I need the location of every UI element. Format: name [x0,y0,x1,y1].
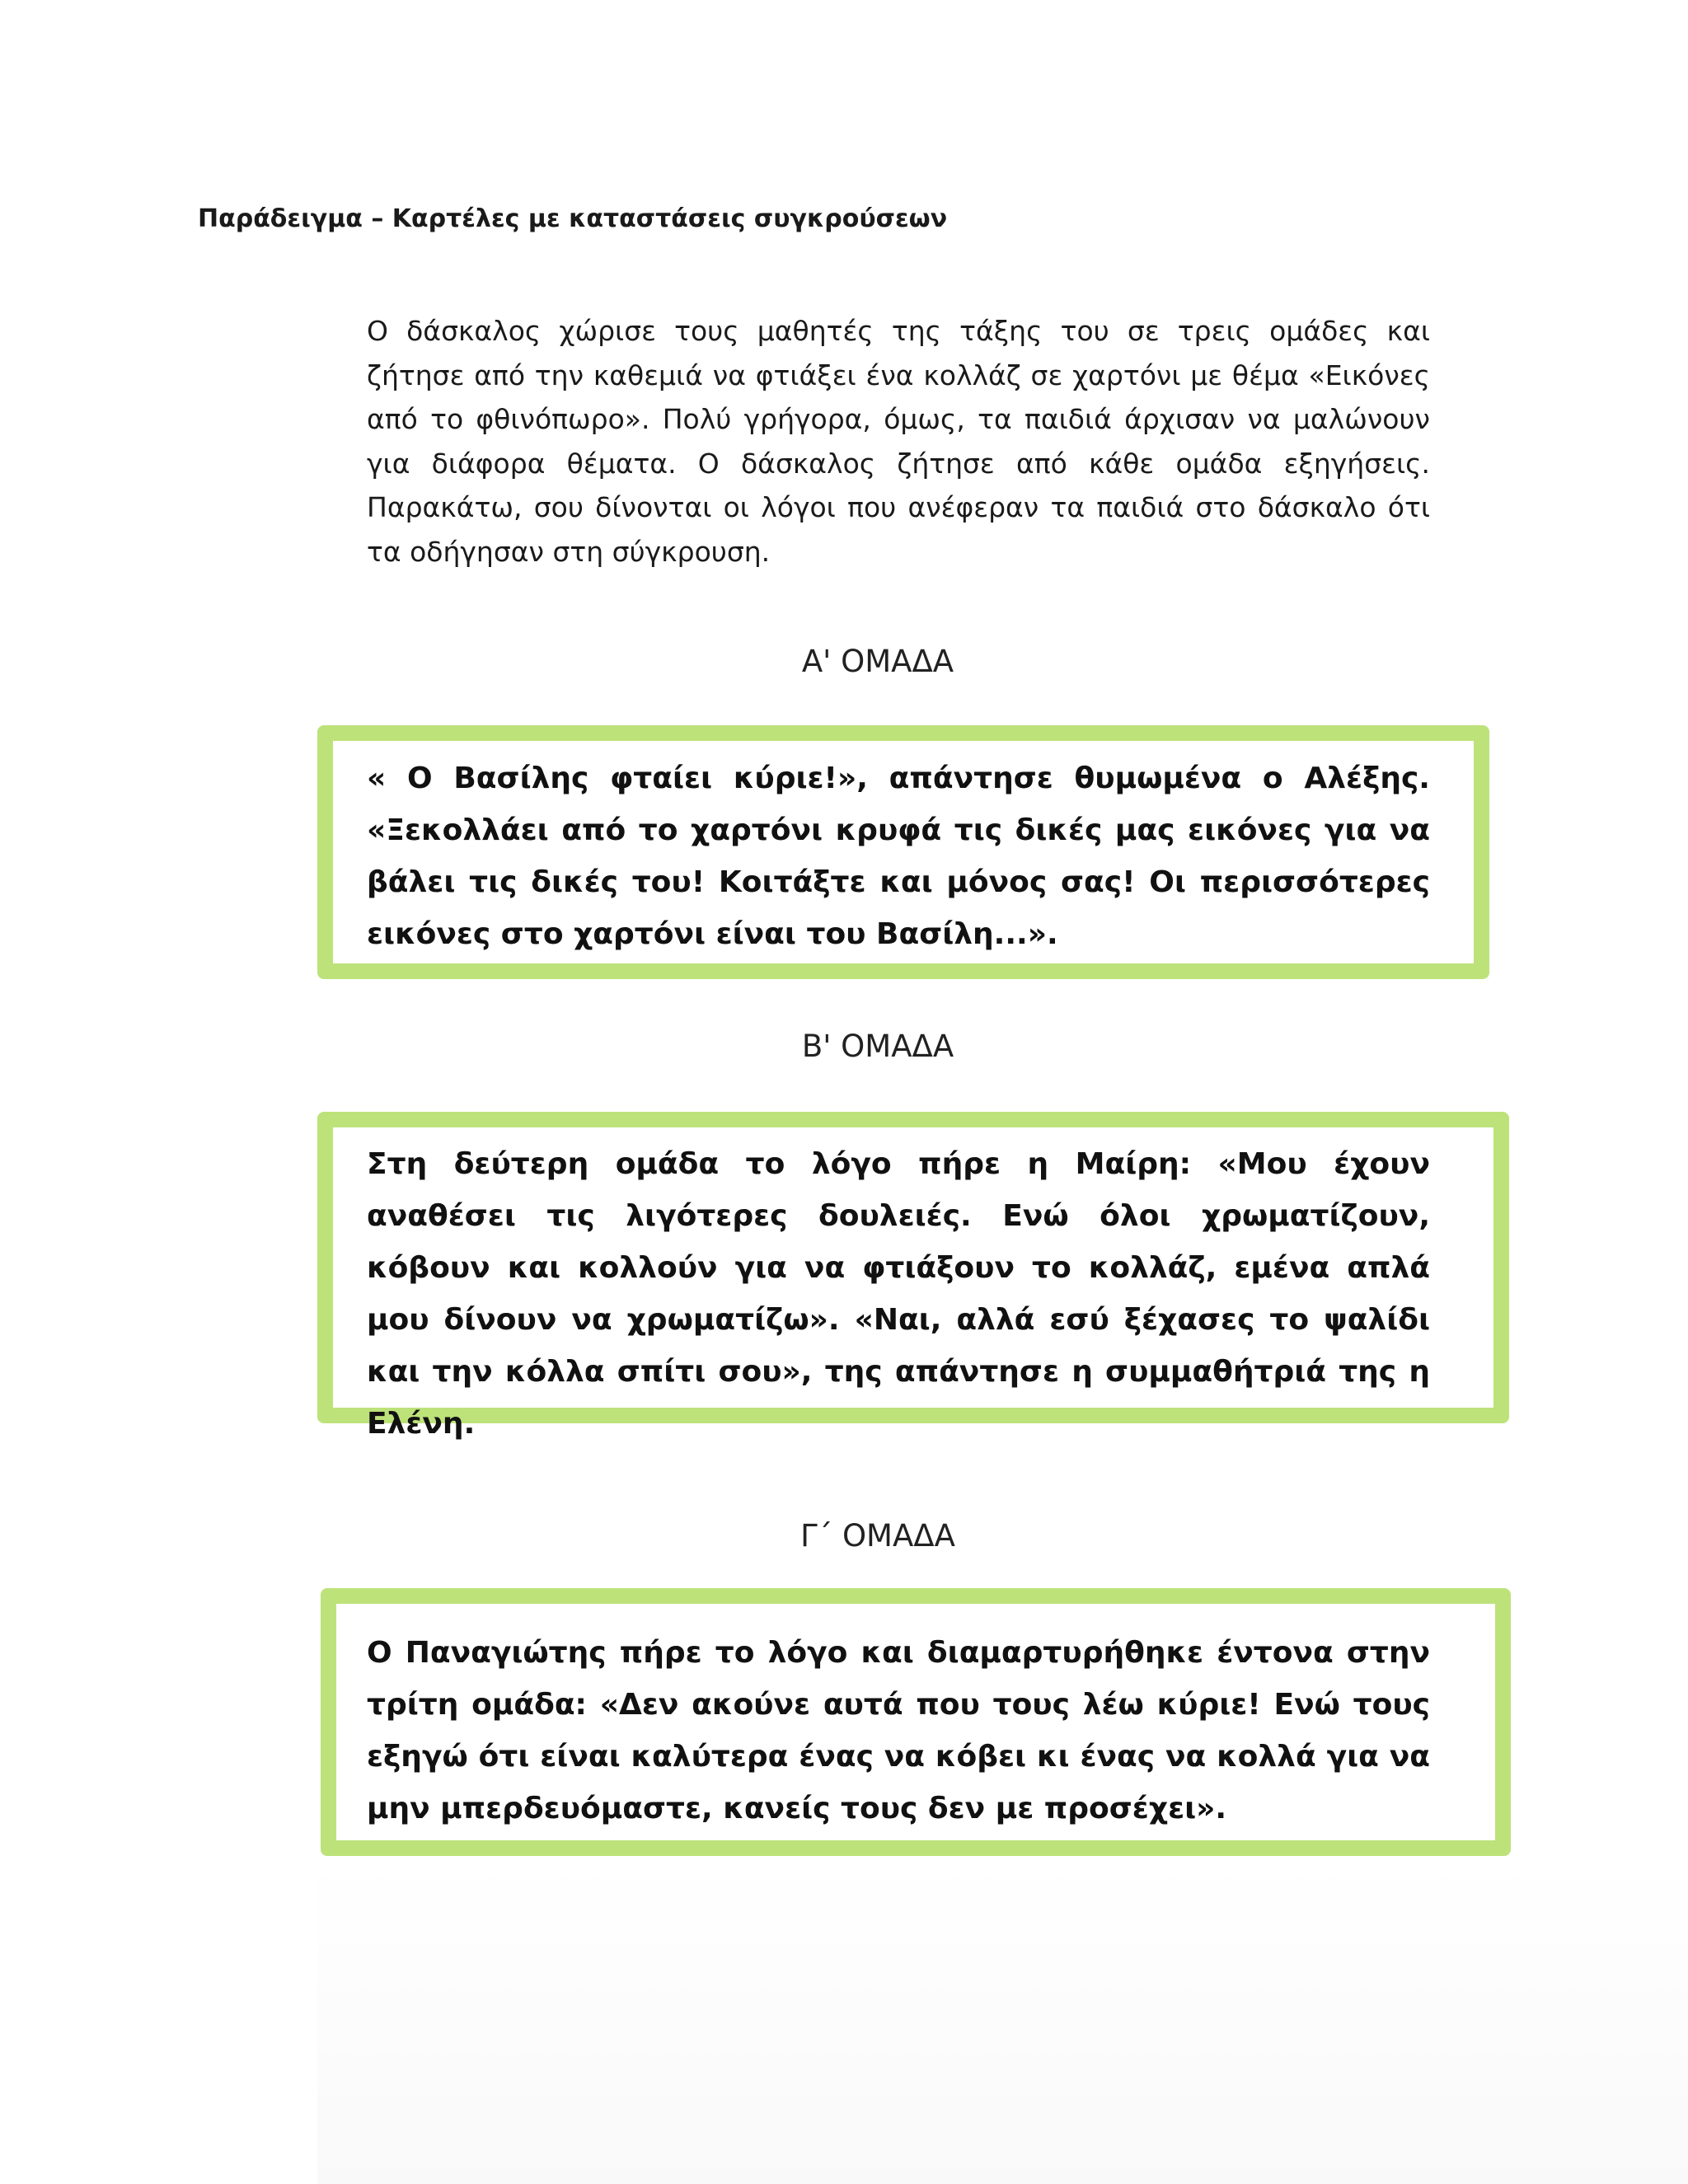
group-b-heading: Β' ΟΜΑΔΑ [801,1029,954,1064]
page-title: Παράδειγμα – Καρτέλες με καταστάσεις συγκρούσεων [198,204,948,233]
group-b-text: Στη δεύτερη ομάδα το λόγο πήρε η Μαίρη: «Μου έχουν αναθέσει τις λιγότερες δουλειές. Ενώ όλοι χρωματίζουν, κόβουν και κολλούν για να φτιάξουν το κολλάζ, εμένα απλά μου δίνουν να χρωματίζω». «Ναι, αλλά εσύ ξέχασες το ψαλίδι και την κόλλα σπίτι σου», της απάντησε η συμμαθήτριά της η Ελένη. [367,1147,1430,1441]
group-a-heading: Α' ΟΜΑΔΑ [801,644,954,679]
group-c-text: Ο Παναγιώτης πήρε το λόγο και διαμαρτυρήθηκε έντονα στην τρίτη ομάδα: «Δεν ακούνε αυτά που τους λέω κύριε! Ενώ τους εξηγώ ότι είναι καλύτερα ένας να κόβει κι ένας να κολλά για να μην μπερδευόμαστε, κανείς τους δεν με προσέχει». [367,1636,1430,1825]
group-c-heading: Γ΄ ΟΜΑΔΑ [800,1518,955,1554]
page-bottom-shade [317,1858,1688,2184]
group-a-text: « Ο Βασίλης φταίει κύριε!», απάντησε θυμωμένα ο Αλέξης. «Ξεκολλάει από το χαρτόνι κρυφά τις δικές μας εικόνες για να βάλει τις δικές του! Κοιτάξτε και μόνος σας! Οι περισσότερες εικόνες στο χαρτόνι είναι του Βασίλη...». [367,762,1430,951]
intro-paragraph: Ο δάσκαλος χώρισε τους μαθητές της τάξης του σε τρεις ομάδες και ζήτησε από την καθεμιά να φτιάξει ένα κολλάζ σε χαρτόνι με θέμα «Εικόνες από το φθινόπωρο». Πολύ γρήγορα, όμως, τα παιδιά άρχισαν να μαλώνουν για διάφορα θέματα. Ο δάσκαλος ζήτησε από κάθε ομάδα εξηγήσεις. Παρακάτω, σου δίνονται οι λόγοι που ανέφεραν τα παιδιά στο δάσκαλο ότι τα οδήγησαν στη σύγκρουση. [367,315,1430,568]
